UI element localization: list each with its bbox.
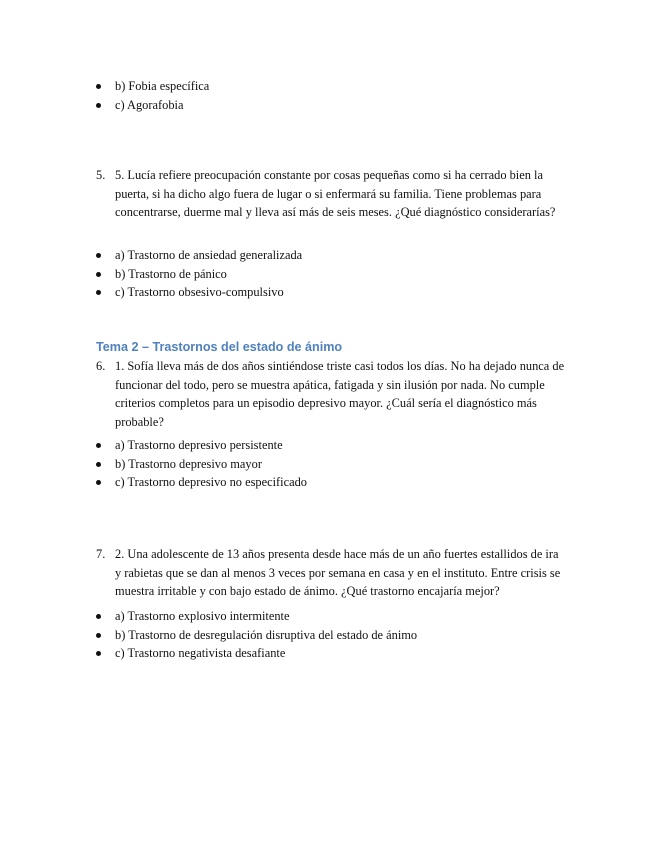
option-item: a) Trastorno explosivo intermitente bbox=[96, 607, 596, 626]
question-number: 5. bbox=[96, 168, 106, 182]
question-text: 1. Sofía lleva más de dos años sintiéndose triste casi todos los días. No ha dejado nunca de funcionar del todo, pero se muestra apática, fatigada y sin ilusión por nada. No cumple criterios completos para un episodio depresivo mayor. ¿Cuál sería el diagnóstico más probable? bbox=[115, 359, 565, 429]
question-6 bbox=[96, 357, 566, 431]
option-item: c) Trastorno negativista desafiante bbox=[96, 644, 596, 663]
option-item: b) Trastorno de desregulación disruptiva del estado de ánimo bbox=[96, 626, 596, 645]
question-6-options bbox=[96, 436, 596, 492]
option-item: b) Fobia específica bbox=[96, 77, 596, 96]
question-number: 6. bbox=[96, 359, 106, 373]
section-heading: Tema 2 – Trastornos del estado de ánimo bbox=[96, 340, 343, 354]
bullet-icon bbox=[96, 443, 101, 448]
question-5 bbox=[96, 166, 566, 222]
option-item: a) Trastorno de ansiedad generalizada bbox=[96, 246, 596, 265]
bullet-icon bbox=[96, 480, 101, 485]
question-number: 7. bbox=[96, 547, 106, 561]
question-text: 2. Una adolescente de 13 años presenta desde hace más de un año fuertes estallidos de ira y rabietas que se dan al menos 3 veces por semana en casa y en el instituto. Entre crisis se muestra irritable y con bajo estado de ánimo. ¿Qué trastorno encajaría mejor? bbox=[115, 547, 561, 598]
question-7 bbox=[96, 545, 566, 601]
bullet-icon bbox=[96, 633, 101, 638]
option-item: a) Trastorno depresivo persistente bbox=[96, 436, 596, 455]
bullet-icon bbox=[96, 462, 101, 467]
option-item: b) Trastorno de pánico bbox=[96, 265, 596, 284]
option-item: c) Trastorno obsesivo-compulsivo bbox=[96, 283, 596, 302]
bullet-icon bbox=[96, 103, 101, 108]
bullet-icon bbox=[96, 272, 101, 277]
question-7-options bbox=[96, 607, 596, 663]
question-5-options bbox=[96, 246, 596, 302]
option-item: c) Agorafobia bbox=[96, 96, 596, 115]
bullet-icon bbox=[96, 290, 101, 295]
option-item: b) Trastorno depresivo mayor bbox=[96, 455, 596, 474]
option-item: c) Trastorno depresivo no especificado bbox=[96, 473, 596, 492]
bullet-icon bbox=[96, 84, 101, 89]
bullet-icon bbox=[96, 614, 101, 619]
question-4-options bbox=[96, 77, 596, 114]
bullet-icon bbox=[96, 253, 101, 258]
bullet-icon bbox=[96, 651, 101, 656]
question-text: 5. Lucía refiere preocupación constante por cosas pequeñas como si ha cerrado bien la puerta, si ha dicho algo fuera de lugar o si enfermará su familia. Tiene problemas para concentrarse, duerme mal y lleva así más de seis meses. ¿Qué diagnóstico considerarías? bbox=[115, 168, 556, 219]
